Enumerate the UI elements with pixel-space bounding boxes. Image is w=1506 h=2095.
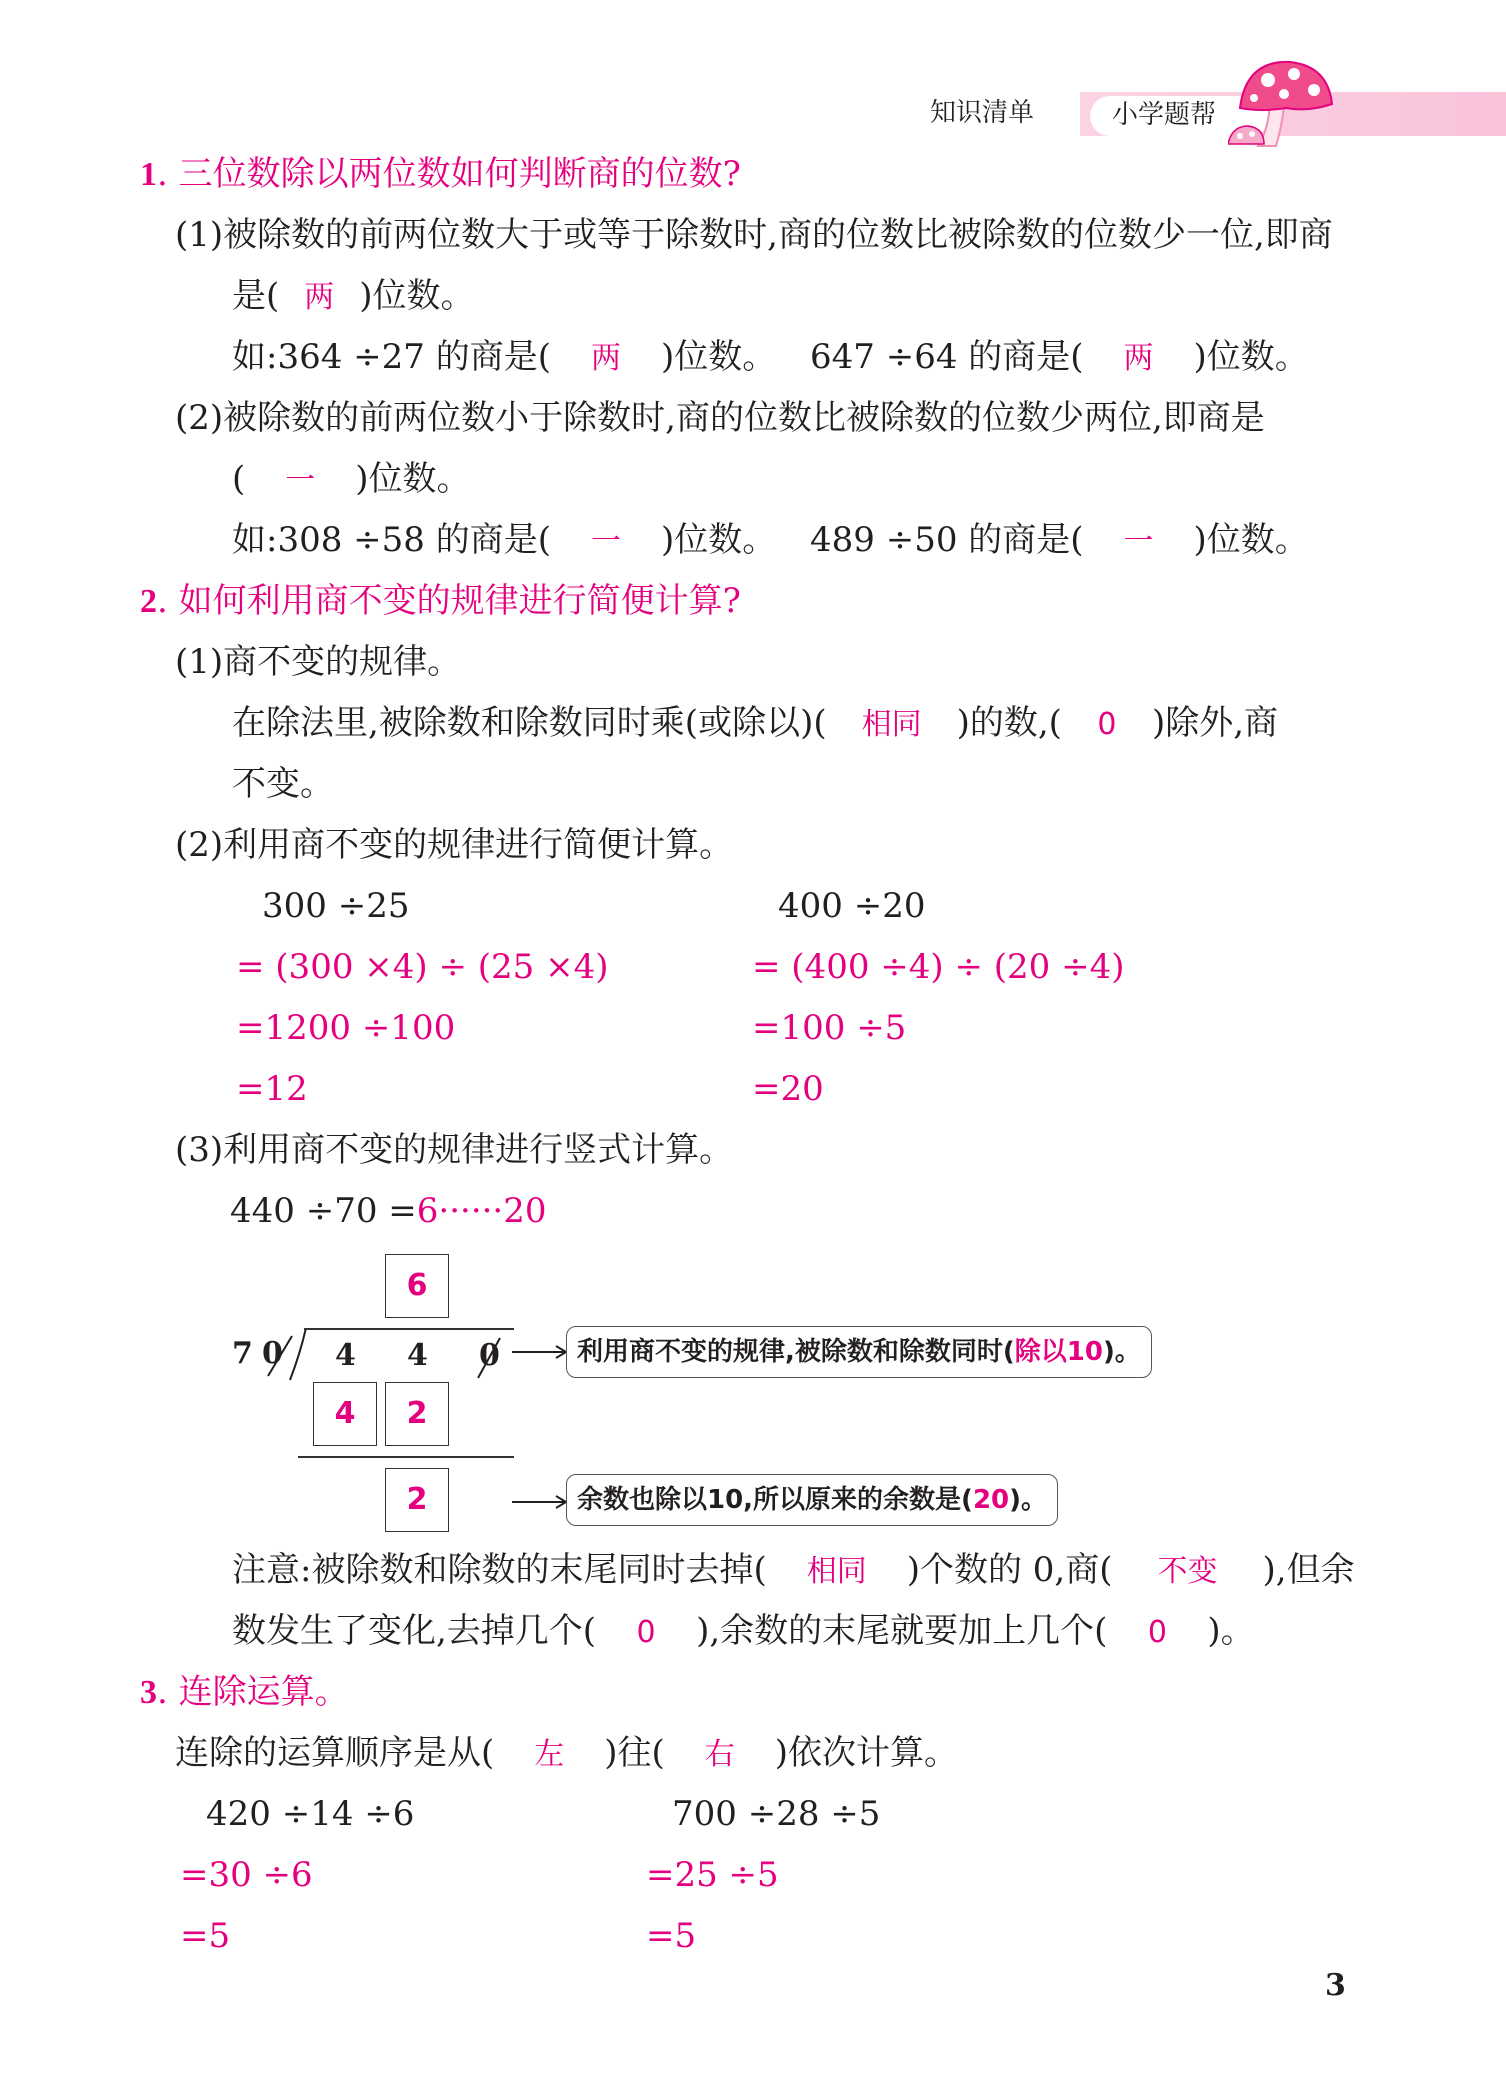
calc-right-line: = (400 ÷4) ÷ (20 ÷4) [752,947,1125,987]
q3-order-answer1: 左 [534,1737,565,1772]
q3-calc-right-line: =5 [646,1916,697,1956]
callout-remainder: 余数也除以10,所以原来的余数是(20)。 [566,1474,1058,1526]
q2-subsection2: (2)利用商不变的规律进行简便计算。 [175,825,734,865]
header-tab-label: 小学题帮 [1112,100,1217,130]
product-box: 2 [385,1382,449,1446]
q1-part1-answer: 两 [304,280,335,315]
q2-note-answer1: 相同 [806,1554,867,1589]
q1-example4-answer: 一 [1123,524,1154,559]
q2-heading: 2. 如何利用商不变的规律进行简便计算? [140,581,741,621]
dividend-digit: 0 [479,1338,500,1373]
q1-example3: 如:308 ÷58 的商是( 一 )位数。 [232,518,776,564]
calc-left-line: =1200 ÷100 [236,1008,456,1048]
product-box: 4 [313,1382,377,1446]
arrow-right-icon [510,1340,572,1364]
calc-left-line: =12 [236,1069,308,1109]
q3-heading: 3. 连除运算。 [140,1672,349,1712]
q1-example1-answer: 两 [590,341,621,376]
divisor-digit: 0 [262,1336,283,1371]
q2-note-answer2: 不变 [1157,1554,1218,1589]
q1-part2-line1: (2)被除数的前两位数小于除数时,商的位数比被除数的位数少两位,即商是 [175,398,1265,438]
q1-part2-answer: 一 [285,463,316,498]
remainder-box: 2 [385,1468,449,1532]
q3-order-line: 连除的运算顺序是从( 左 )往( 右 )依次计算。 [175,1731,958,1777]
callout-divide-by-10: 利用商不变的规律,被除数和除数同时(除以10)。 [566,1326,1152,1378]
page-number: 3 [1325,1968,1346,2003]
q1-example1: 如:364 ÷27 的商是( 两 )位数。 [232,335,776,381]
calc-right-line: =100 ÷5 [752,1008,907,1048]
q2-equation-answer: 6······20 [416,1191,547,1231]
q1-part2-line2: ( 一 )位数。 [232,457,471,503]
q1-example2-answer: 两 [1123,341,1154,376]
q1-part1-line1: (1)被除数的前两位数大于或等于除数时,商的位数比被除数的位数少一位,即商 [175,215,1333,255]
q2-equation: 440 ÷70 =6······20 [230,1191,547,1231]
mushroom-icon [1228,56,1338,152]
quotient-box: 6 [385,1254,449,1318]
q3-order-answer2: 右 [704,1737,735,1772]
q3-calc-left-line: 420 ÷14 ÷6 [206,1794,415,1834]
q1-part1-line2: 是( 两 )位数。 [232,274,475,320]
q2-note-line2: 数发生了变化,去掉几个( 0 ),余数的末尾就要加上几个( 0 )。 [232,1609,1255,1655]
q1-example2: 647 ÷64 的商是( 两 )位数。 [810,335,1309,381]
calc-right-line: 400 ÷20 [778,886,926,926]
arrow-right-icon [510,1490,572,1514]
dividend-digit: 4 [335,1338,356,1373]
division-subtract-line [298,1456,514,1458]
q2-subsection3: (3)利用商不变的规律进行竖式计算。 [175,1130,734,1170]
division-bracket [286,1320,316,1384]
q3-calc-left-line: =30 ÷6 [180,1855,313,1895]
q2-note-answer3: 0 [636,1615,656,1650]
q2-note-line1: 注意:被除数和除数的末尾同时去掉( 相同 )个数的 0,商( 不变 ),但余 [232,1548,1355,1594]
q1-example4: 489 ÷50 的商是( 一 )位数。 [810,518,1309,564]
q1-example3-answer: 一 [590,524,621,559]
divisor-digit: 7 [232,1336,253,1371]
calc-left-line: 300 ÷25 [262,886,410,926]
strike-mark [470,1326,510,1386]
calc-left-line: = (300 ×4) ÷ (25 ×4) [236,947,609,987]
q3-calc-right-line: 700 ÷28 ÷5 [672,1794,881,1834]
header-section-title: 知识清单 [930,98,1035,128]
q2-rule-line2: 不变。 [232,764,334,804]
q2-rule-line1: 在除法里,被除数和除数同时乘(或除以)( 相同 )的数,( 0 )除外,商 [232,701,1278,747]
q1-heading: 1. 三位数除以两位数如何判断商的位数? [140,154,741,194]
q2-note-answer4: 0 [1147,1615,1167,1650]
q3-calc-right-line: =25 ÷5 [646,1855,779,1895]
q2-rule-answer1: 相同 [861,707,922,742]
q2-rule-answer2: 0 [1097,707,1117,742]
q3-calc-left-line: =5 [180,1916,231,1956]
dividend-digit: 4 [407,1338,428,1373]
q2-subsection1: (1)商不变的规律。 [175,642,462,682]
calc-right-line: =20 [752,1069,824,1109]
